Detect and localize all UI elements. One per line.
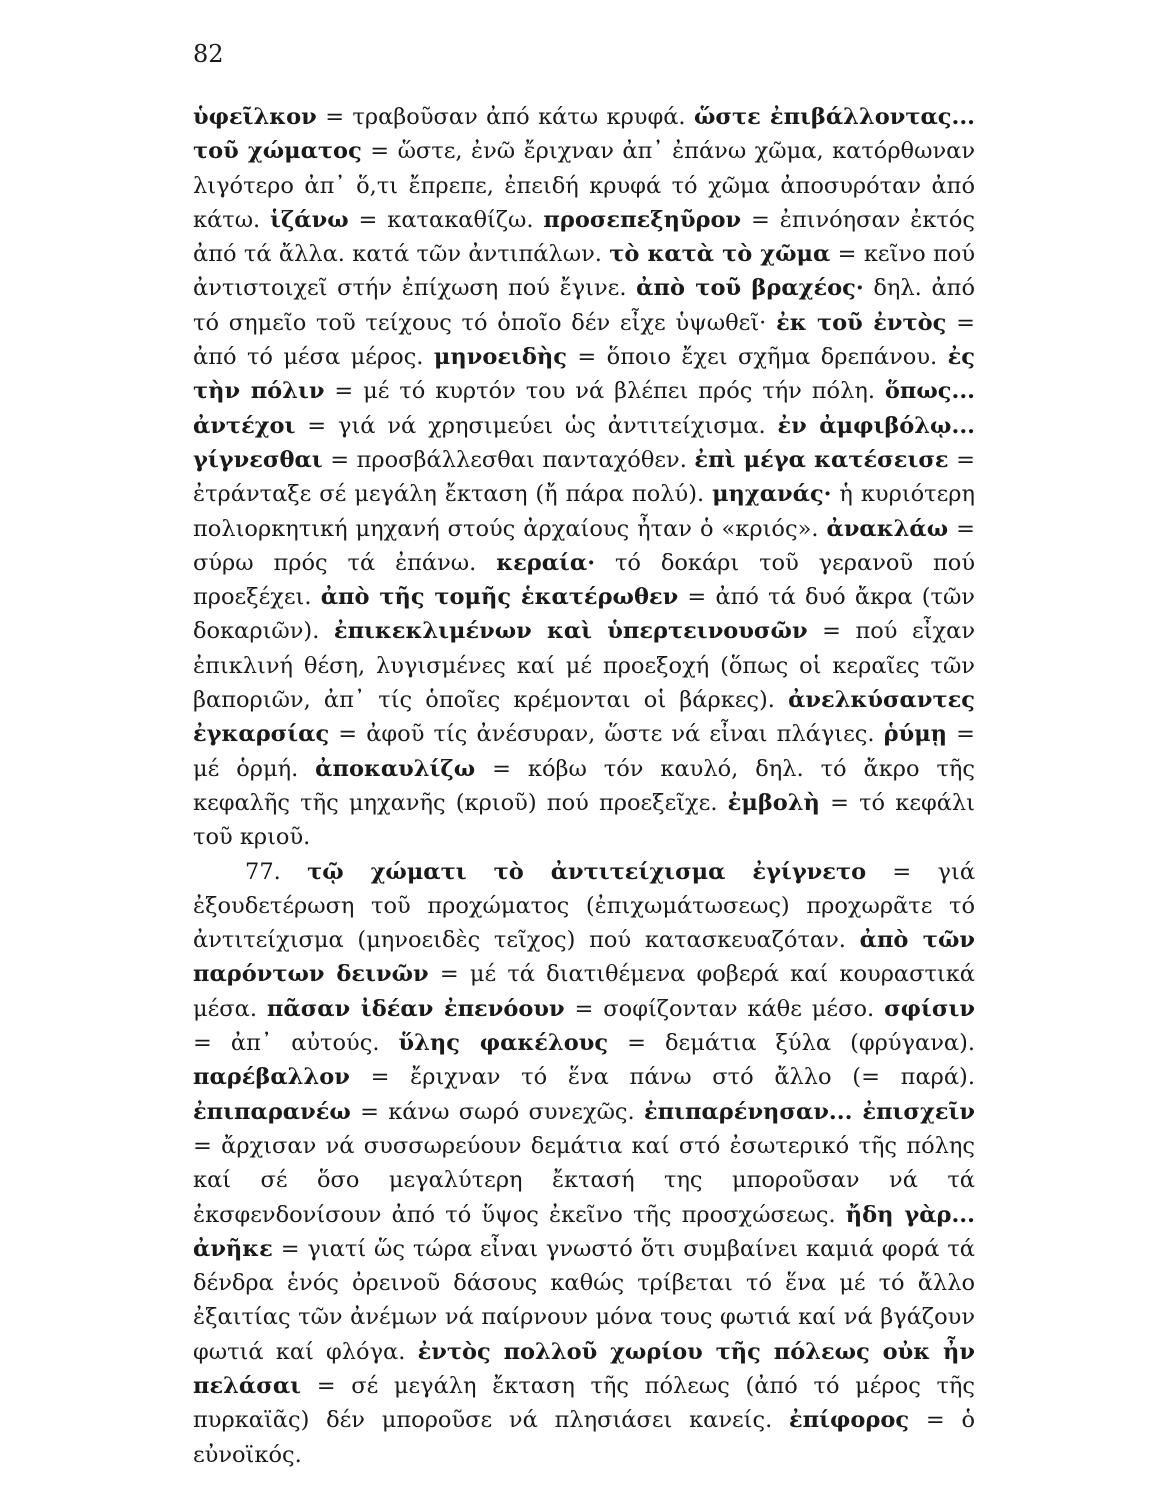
paragraph: 77. τῷ χώματι τὸ ἀντιτείχισμα ἐγίγνετο = γιά ἐξουδετέρωση τοῦ προχώματος (ἐπιχωμάτωσεως) προχωρᾶτε τό ἀντιτείχισμα (μηνοειδὲς τεῖχος) πού κατασκευαζόταν. ἀπὸ τῶν παρόντων δεινῶν = μέ τά διατιθέμενα φοβερά καί κουραστικά μέσα. πᾶσαν ἰδέαν ἐπενόουν = σοφίζονταν κάθε μέσο. σφίσιν = ἀπ᾽ αὐτούς. ὕλης φακέλους = δεμάτια ξύλα (φρύγανα). παρέβαλλον = ἔριχναν τό ἕνα πάνω στό ἄλλο (= παρά). ἐπιπαρανέω = κάνω σωρό συνεχῶς. ἐπιπαρένησαν... ἐπισχεῖν = ἄρχισαν νά συσσωρεύουν δεμάτια καί στό ἐσωτερικό τῆς πόλης καί σέ ὅσο μεγαλύτερη ἔκτασή της μποροῦσαν νά τά ἐκσφενδονίσουν ἀπό τό ὕψος ἐκεῖνο τῆς προσχώσεως. ἤδη γὰρ... ἀνῆκε = γιατί ὥς τώρα εἶναι γνωστό ὅτι συμβαίνει καμιά φορά τά δένδρα ἑνός ὀρεινοῦ δάσους καθώς τρίβεται τό ἕνα μέ τό ἄλλο ἐξαιτίας τῶν ἀνέμων νά παίρνουν μόνα τους φωτιά καί νά βγάζουν φωτιά καί φλόγα. ἐντὸς πολλοῦ χωρίου τῆς πόλεως οὐκ ἦν πελάσαι = σέ μεγάλη ἔκταση τῆς πόλεως (ἀπό τό μέρος τῆς πυρκαϊᾶς) δέν μποροῦσε νά πλησιάσει κανείς. ἐπίφορος = ὁ εὐνοϊκός. <box>193 858 976 1468</box>
paragraph: ὑφεῖλκον = τραβοῦσαν ἀπό κάτω κρυφά. ὥστε ἐπιβάλλοντας... τοῦ χώματος = ὥστε, ἐνῶ ἔριχναν ἀπ᾽ ἐπάνω χῶμα, κατόρθωναν λιγότερο ἀπ᾽ ὅ,τι ἔπρεπε, ἐπειδή κρυφά τό χῶμα ἀποσυρόταν ἀπό κάτω. ἱζάνω = κατακαθίζω. προσεπεξηῦρον = ἐπινόησαν ἐκτός ἀπό τά ἄλλα. κατά τῶν ἀντιπάλων. τὸ κατὰ τὸ χῶμα = κεῖνο πού ἀντιστοιχεῖ στήν ἐπίχωση πού ἔγινε. ἀπὸ τοῦ βραχέος· δηλ. ἀπό τό σημεῖο τοῦ τείχους τό ὁποῖο δέν εἶχε ὑψωθεῖ· ἐκ τοῦ ἐντὸς = ἀπό τό μέσα μέρος. μηνοειδὴς = ὅποιο ἔχει σχῆμα δρεπάνου. ἐς τὴν πόλιν = μέ τό κυρτόν του νά βλέπει πρός τήν πόλη. ὅπως... ἀντέχοι = γιά νά χρησιμεύει ὡς ἀντιτείχισμα. ἐν ἀμφιβόλῳ... γίγνεσθαι = προσβάλλεσθαι πανταχόθεν. ἐπὶ μέγα κατέσεισε = ἐτράνταξε σέ μεγάλη ἔκταση (ἤ πάρα πολύ). μηχανάς· ἡ κυριότερη πολιορκητική μηχανή στούς ἀρχαίους ἦταν ὁ «κριός». ἀνακλάω = σύρω πρός τά ἐπάνω. κεραία· τό δοκάρι τοῦ γερανοῦ πού προεξέχει. ἀπὸ τῆς τομῆς ἑκατέρωθεν = ἀπό τά δυό ἄκρα (τῶν δοκαριῶν). ἐπικεκλιμένων καὶ ὑπερτεινουσῶν = πού εἶχαν ἐπικλινή θέση, λυγισμένες καί μέ προεξοχή (ὅπως οἱ κεραῖες τῶν βαποριῶν, ἀπ᾽ τίς ὁποῖες κρέμονται οἱ βάρκες). ἀνελκύσαντες ἐγκαρσίας = ἀφοῦ τίς ἀνέσυραν, ὥστε νά εἶναι πλάγιες. ῥύμῃ = μέ ὁρμή. ἀποκαυλίζω = κόβω τόν καυλό, δηλ. τό ἄκρο τῆς κεφαλῆς τῆς μηχανῆς (κριοῦ) πού προεξεῖχε. ἐμβολὴ = τό κεφάλι τοῦ κριοῦ. <box>193 104 976 851</box>
body-text <box>193 100 975 1472</box>
page-number: 82 <box>193 40 224 68</box>
